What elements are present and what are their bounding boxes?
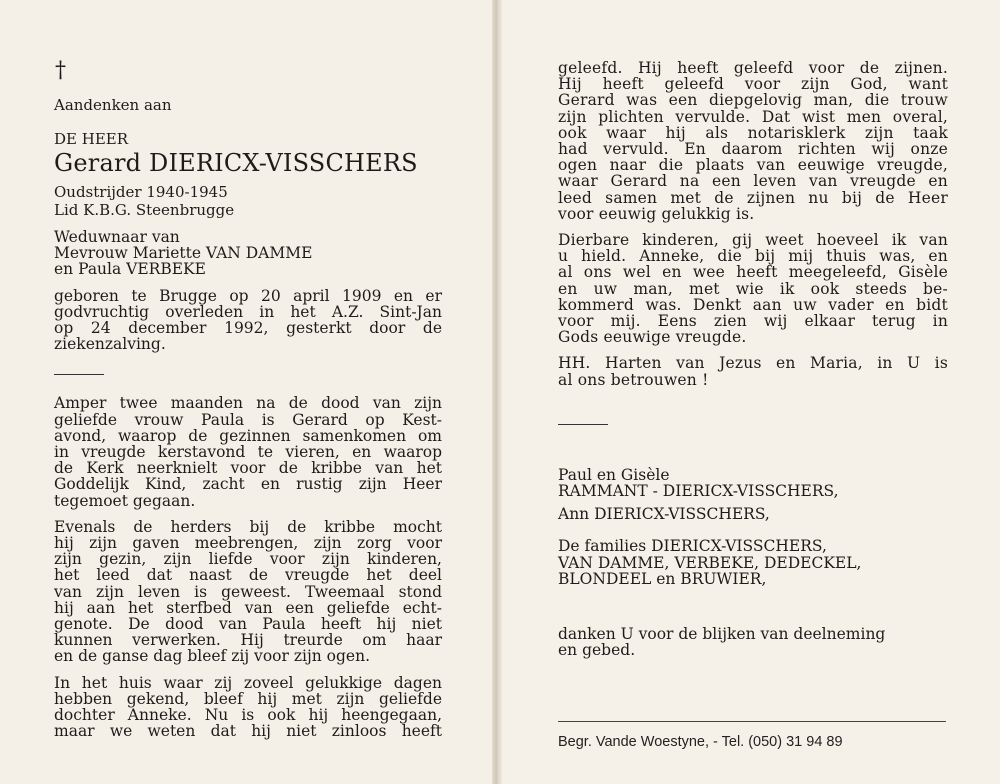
weduwnaar-line: Weduwnaar van: [54, 228, 180, 246]
text-line: leed samen met de zijnen nu bij de Heer: [558, 188, 948, 207]
text-line: en de ganse dag bleef zij voor zijn ogen.: [54, 647, 370, 666]
signatory-line: Ann DIERICX-VISSCHERS,: [558, 504, 770, 523]
text-line: geliefde vrouw Paula is Gerard op Kest-: [54, 410, 442, 429]
text-line: voor mij. Eens zien wij elkaar terug in: [558, 312, 948, 331]
thanks-line: en gebed.: [558, 641, 636, 660]
weduwnaar-block: [54, 229, 442, 278]
right-column: [558, 60, 948, 659]
paragraph-1: [54, 395, 442, 508]
text-line: maar we weten dat hij niet zinloos heeft: [54, 722, 442, 741]
families-line: De families DIERICX-VISSCHERS,: [558, 537, 827, 556]
text-line: waar Gerard na een leven van vreugde en: [558, 172, 948, 191]
de-heer-label: DE HEER: [54, 130, 129, 148]
text-line: dochter Anneke. Nu is ook hij heengegaan,: [54, 706, 442, 725]
families-line: VAN DAMME, VERBEKE, DEDECKEL,: [558, 553, 862, 572]
paragraph-5: [558, 232, 948, 345]
page-fold: [492, 0, 502, 784]
signatories-block: [558, 467, 948, 523]
text-line: kunnen verwerken. Hij treurde om haar: [54, 631, 442, 650]
thanks-block: [558, 626, 948, 659]
text-line: hij aan het sterfbed van een geliefde echt-: [54, 598, 442, 617]
text-line: op 24 december 1992, gesterkt door de: [54, 319, 442, 338]
text-line: avond, waarop de gezinnen samenkomen om: [54, 426, 442, 445]
text-line: Amper twee maanden na de dood van zijn: [54, 394, 442, 413]
weduwnaar-line: Mevrouw Mariette VAN DAMME: [54, 244, 313, 263]
text-line: Evenals de herders bij de kribbe mocht: [54, 517, 442, 536]
text-line: het leed dat naast de vreugde het deel: [54, 566, 442, 585]
text-line: Gerard was een diepgelovig man, die trouw: [558, 91, 948, 110]
text-line: In het huis waar zij zoveel gelukkige dagen: [54, 673, 442, 692]
separator-rule: [54, 374, 104, 375]
text-line: Dierbare kinderen, gij weet hoeveel ik van: [558, 231, 948, 250]
text-line: zijn plichten vervulde. Dat wist men overal,: [558, 107, 948, 126]
text-line: ook waar hij als notarisklerk zijn taak: [558, 123, 948, 142]
signatory-line: Paul en Gisèle: [558, 465, 670, 484]
right-page: [502, 0, 1000, 784]
text-line: ziekenzalving.: [54, 335, 166, 354]
geboren-paragraph: [54, 288, 442, 353]
text-line: hij zijn gaven meebrengen, zijn zorg voor: [54, 534, 442, 553]
text-line: ogen naar die plaats van eeuwige vreugde,: [558, 156, 948, 175]
text-line: in vreugde kerstavond te vieren, en waarop: [54, 443, 442, 462]
text-line: tegemoet gegaan.: [54, 491, 196, 510]
deceased-name: Gerard DIERICX-VISSCHERS: [54, 149, 418, 177]
text-line: en uw man, met wie ik ook steeds be-: [558, 279, 948, 298]
cross-symbol: †: [55, 58, 66, 83]
text-line: geboren te Brugge op 20 april 1909 en er: [54, 286, 442, 305]
text-line: Gods eeuwige vreugde.: [558, 328, 747, 347]
text-line: hebben gekend, bleef hij met zijn geliefde: [54, 689, 442, 708]
left-page: [0, 0, 492, 784]
text-line: had vervuld. En daarom richten wij onze: [558, 140, 948, 159]
text-line: al ons wel en wee heeft meegeleefd, Gisèle: [558, 263, 948, 282]
weduwnaar-line: en Paula VERBEKE: [54, 260, 206, 279]
info-line: Lid K.B.G. Steenbrugge: [54, 201, 235, 219]
text-line: kommerd was. Denkt aan uw vader en bidt: [558, 295, 948, 314]
families-line: BLONDEEL en BRUWIER,: [558, 570, 767, 589]
text-line: de Kerk neerknielt voor de kribbe van het: [54, 459, 442, 478]
paragraph-6: [558, 355, 948, 387]
text-line: Goddelijk Kind, zacht en rustig zijn Heer: [54, 475, 442, 494]
paragraph-2: [54, 519, 442, 665]
info-line: Oudstrijder 1940-1945: [54, 183, 228, 201]
info-block: [54, 183, 442, 219]
text-line: godvruchtig overleden in het A.Z. Sint-Jan: [54, 302, 442, 321]
text-line: zijn gezin, zijn liefde voor zijn kinderen,: [54, 550, 442, 569]
text-line: HH. Harten van Jezus en Maria, in U is: [558, 354, 948, 373]
paragraph-3: [54, 675, 442, 740]
printer-credit: Begr. Vande Woestyne, - Tel. (050) 31 94 89: [558, 734, 843, 750]
text-line: al ons betrouwen !: [558, 370, 709, 389]
text-line: geleefd. Hij heeft geleefd voor de zijnen.: [558, 59, 948, 77]
signatory-line: RAMMANT - DIERICX-VISSCHERS,: [558, 482, 839, 501]
left-column: [54, 58, 442, 739]
text-line: van zijn leven is geweest. Tweemaal stond: [54, 582, 442, 601]
paragraph-4: [558, 60, 948, 222]
text-line: genote. De dood van Paula heeft hij niet: [54, 615, 442, 634]
text-line: u hield. Anneke, die bij mij thuis was, en: [558, 247, 948, 266]
text-line: voor eeuwig gelukkig is.: [558, 204, 755, 223]
text-line: Hij heeft geleefd voor zijn God, want: [558, 75, 948, 94]
aandenken-label: Aandenken aan: [54, 96, 172, 114]
footer-rule: [558, 721, 946, 722]
thanks-line: danken U voor de blijken van deelneming: [558, 624, 886, 643]
families-block: [558, 538, 948, 588]
separator-rule: [558, 424, 608, 425]
